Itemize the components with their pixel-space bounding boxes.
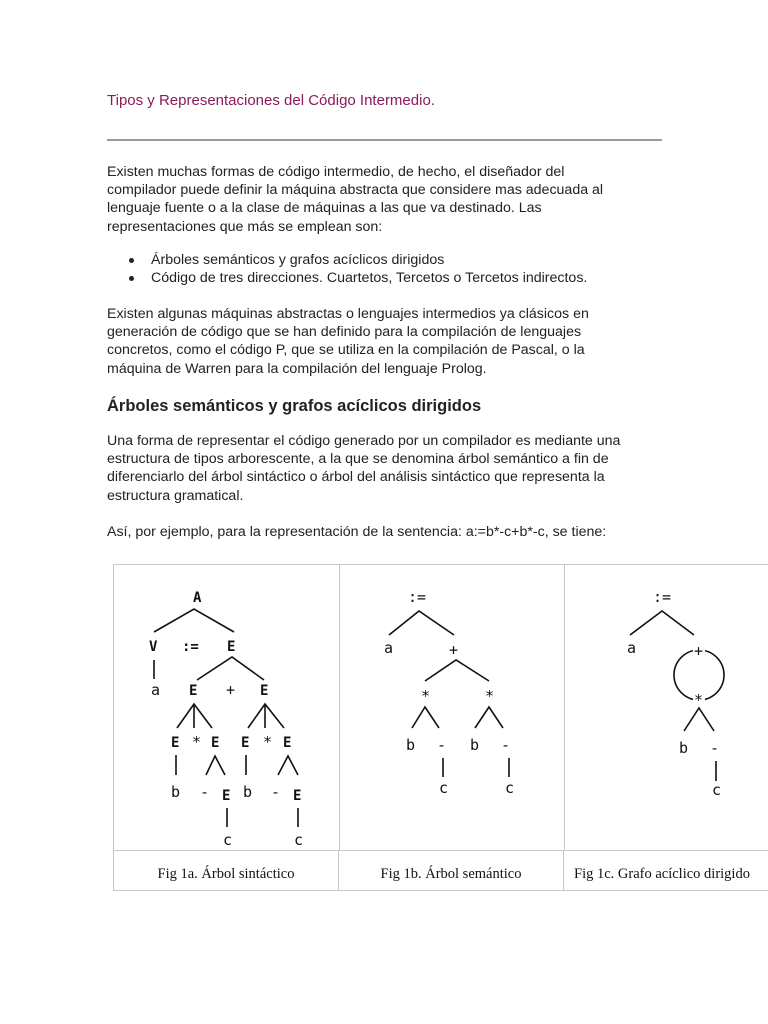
fig1a-node-V: V <box>149 639 158 655</box>
fig1a-syntax-tree <box>114 565 339 850</box>
fig1c-node-plus: + <box>694 642 704 660</box>
fig1a-node-E-ll: E <box>171 735 180 751</box>
fig1a-leaf-c-r: c <box>294 831 304 849</box>
fig1b-node-minus-r: - <box>501 736 511 754</box>
fig1a-leaf-minus-r: - <box>271 783 281 801</box>
intro-line-3: lenguaje fuente o a la clase de máquinas a las que va destinado. Las <box>107 200 542 217</box>
fig1c-leaf-b: b <box>679 739 689 757</box>
fig1a-node-E-right: E <box>260 683 269 699</box>
fig1c-cell <box>564 565 768 850</box>
fig1b-caption: Fig 1b. Árbol semántico <box>339 851 564 891</box>
fig1a-edge-A <box>154 609 234 632</box>
fig1b-edge-star-l <box>412 707 439 728</box>
fig1a-node-star-r: * <box>263 733 273 751</box>
second-line-1: Existen algunas máquinas abstractas o lenguajes intermedios ya clásicos en <box>107 306 589 322</box>
fig1b-edge-assign <box>389 611 454 635</box>
fig1a-node-E-rr: E <box>283 735 292 751</box>
fig1a-node-E-rm: E <box>293 788 302 804</box>
fig1a-node-E-rl: E <box>241 735 250 751</box>
list-item-text: Árboles semánticos y grafos acíclicos dirigidos <box>151 252 445 268</box>
fig1c-node-minus: - <box>710 739 720 757</box>
caption-row <box>114 850 768 891</box>
fig1a-leaf-b-l: b <box>171 783 181 801</box>
fig1b-node-assign: := <box>408 588 427 606</box>
second-paragraph <box>107 305 667 378</box>
fig1b-leaf-b-l: b <box>406 736 416 754</box>
fig1a-edge-E-top <box>197 657 264 680</box>
intro-line-4: representaciones que más se emplean son: <box>107 218 383 235</box>
third-line-3: diferenciarlo del árbol sintáctico o árbol del análisis sintáctico que representa la <box>107 469 605 486</box>
third-paragraph <box>107 432 667 505</box>
fig1c-caption: Fig 1c. Grafo acíclico dirigido <box>574 866 750 882</box>
list-item <box>107 251 667 269</box>
second-line-3: concretos, como el código P, que se utiliza en la compilación de Pascal, o la <box>107 342 585 359</box>
fig1b-semantic-tree <box>339 565 564 850</box>
fig1c-edge-assign <box>630 611 694 635</box>
fig1b-edge-plus <box>425 660 489 681</box>
third-line-1: Una forma de representar el código generado por un compilador es mediante una <box>107 433 621 449</box>
fig1b-leaf-c-l: c <box>439 779 449 797</box>
bullet-icon <box>129 276 134 281</box>
page-title: Tipos y Representaciones del Código Intermedio. <box>107 92 435 109</box>
fig1c-leaf-a: a <box>627 639 637 657</box>
fig1a-edge-E-right <box>248 704 284 728</box>
list-item-text: Código de tres direcciones. Cuartetos, Tercetos o Tercetos indirectos. <box>151 270 588 287</box>
intro-paragraph <box>107 163 667 236</box>
fig1c-dag <box>564 565 768 850</box>
fig1a-node-E-lm: E <box>222 788 231 804</box>
representation-list <box>107 251 667 287</box>
fig1b-node-minus-l: - <box>437 736 447 754</box>
example-sentence: Así, por ejemplo, para la representación de la sentencia: a:=b*-c+b*-c, se tiene: <box>107 524 607 540</box>
fig1b-leaf-a: a <box>384 639 394 657</box>
fig1a-edge-E-rr <box>278 756 298 775</box>
fig1a-leaf-minus-l: - <box>200 783 210 801</box>
title-divider <box>107 139 662 141</box>
fig1b-node-star-r: * <box>485 687 495 705</box>
fig1a-leaf-c-l: c <box>223 831 233 849</box>
figure-table <box>113 564 768 891</box>
fig1a-edge-E-lr <box>206 756 225 775</box>
fig1c-leaf-c: c <box>712 781 722 799</box>
fig1a-leaf-b-r: b <box>243 783 253 801</box>
fig1c-edge-star <box>684 708 714 731</box>
fig1c-node-assign: := <box>653 588 672 606</box>
fig1a-node-E-top: E <box>227 639 236 655</box>
second-line-2: generación de código que se han definido para la compilación de lenguajes <box>107 324 582 341</box>
fig1a-cell <box>114 565 340 850</box>
fig1a-node-star-l: * <box>192 733 202 751</box>
fig1b-edge-star-r <box>475 707 503 728</box>
fig1a-caption: Fig 1a. Árbol sintáctico <box>114 851 339 891</box>
second-line-4: máquina de Warren para la compilación del lenguaje Prolog. <box>107 360 487 377</box>
fig1a-node-assign: := <box>182 639 199 655</box>
section-heading: Árboles semánticos y grafos acíclicos dirigidos <box>107 397 482 415</box>
intro-line-1: Existen muchas formas de código intermedio, de hecho, el diseñador del <box>107 164 565 180</box>
fig1a-leaf-a: a <box>151 681 161 699</box>
fig1a-node-E-lr: E <box>211 735 220 751</box>
third-line-2: estructura de tipos arborescente, a la que se denomina árbol semántico a fin de <box>107 451 609 468</box>
fig1a-node-A: A <box>193 590 202 606</box>
third-line-4: estructura gramatical. <box>107 487 244 504</box>
fig1c-node-star: * <box>694 691 704 709</box>
fig1b-cell <box>339 565 565 850</box>
fig1b-node-plus: + <box>449 641 459 659</box>
fig1a-node-E-left: E <box>189 683 198 699</box>
fig1b-node-star-l: * <box>421 687 431 705</box>
intro-line-2: compilador puede definir la máquina abstracta que considere mas adecuada al <box>107 182 604 199</box>
bullet-icon <box>129 258 134 263</box>
fig1a-node-plus: + <box>226 681 236 699</box>
fig1b-leaf-c-r: c <box>505 779 515 797</box>
fig1b-leaf-b-r: b <box>470 736 480 754</box>
fig1a-edge-E-left <box>177 704 212 728</box>
list-item <box>107 269 667 287</box>
